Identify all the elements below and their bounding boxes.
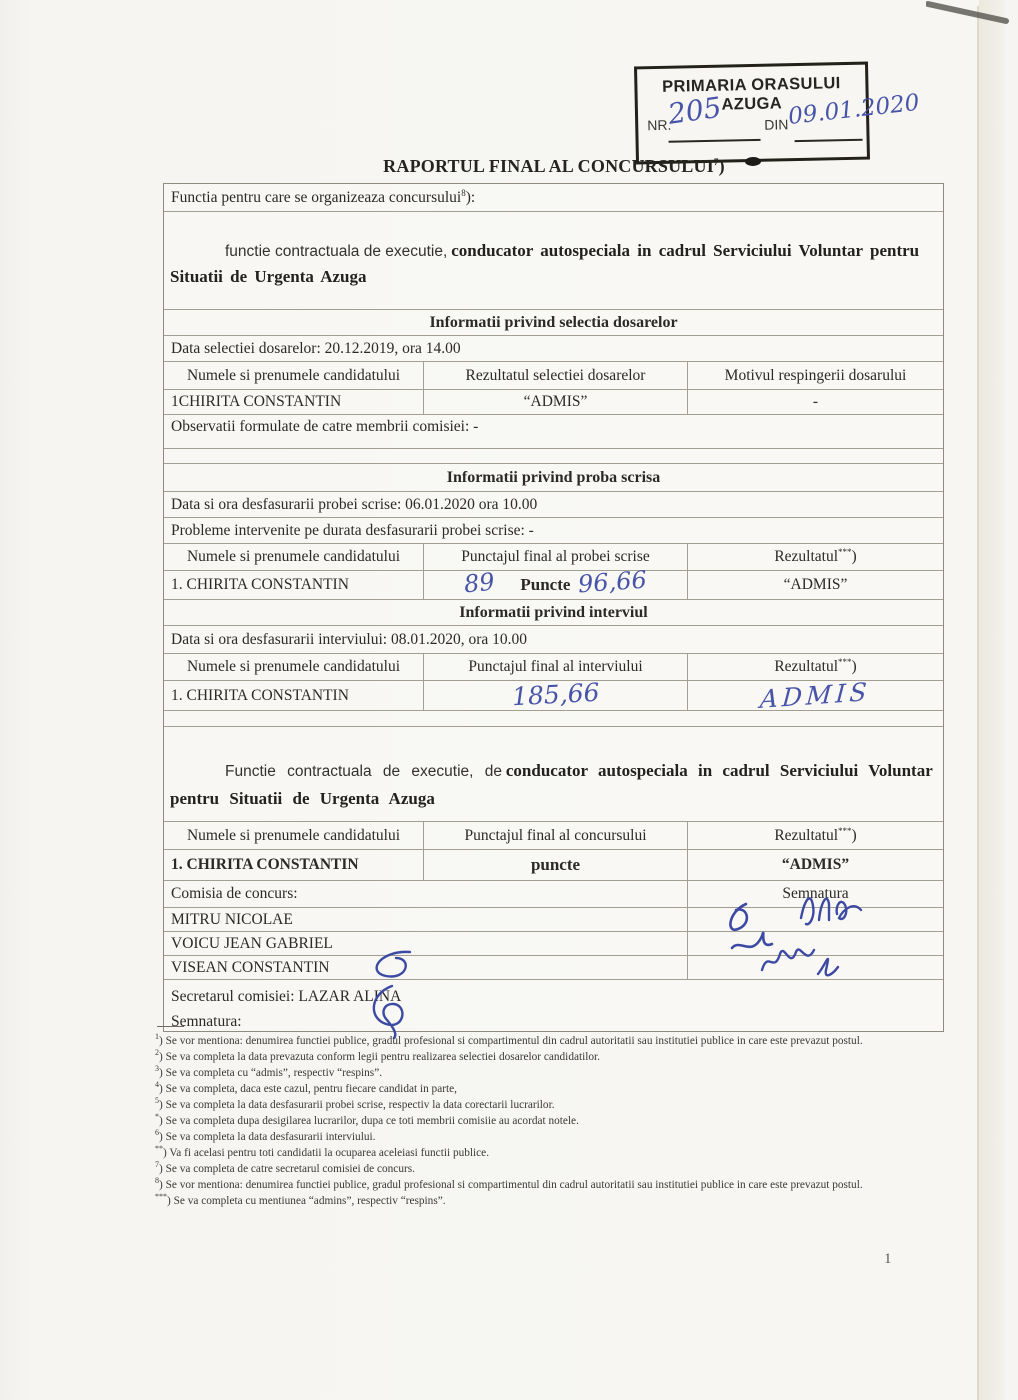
footnote [155, 1113, 973, 1129]
footnote-paren: ) [159, 1115, 163, 1128]
title-paren: ) [718, 156, 725, 176]
final-paragraph-cell [164, 735, 943, 813]
footnote-text: Se va completa, daca este cazul, pentru fiecare candidat in parte, [165, 1083, 457, 1096]
footnote-paren: ) [159, 1035, 163, 1047]
footnote-text: Se va completa la data desfasurarii probei scrise, respectiv la data corectarii lucrarilor. [165, 1099, 555, 1112]
document-title-text: RAPORTUL FINAL AL CONCURSULUI [383, 156, 714, 176]
footnote [155, 1081, 973, 1097]
footnote-separator [157, 1026, 184, 1027]
interviu-col3-sup: *** [838, 656, 852, 667]
scris-col2-header: Punctajul final al probei scrise [423, 544, 687, 570]
signature-visean [756, 940, 842, 984]
footnote [155, 1177, 973, 1193]
footnote-text: Se vor mentiona: denumirea functiei publice, gradul profesional si compartimentul din cadrul autoritatii sau institutiei publice in care este prevazut postul. [165, 1179, 863, 1192]
commission-label: Comisia de concurs: [171, 885, 298, 902]
interviu-date-line: Data si ora desfasurarii interviului: 08.01.2020, ora 10.00 [171, 630, 527, 648]
footnote [155, 1065, 973, 1081]
scris-col3-text: Rezultatul [774, 548, 839, 565]
paper-crease-line [977, 6, 979, 1400]
final-col3-header [687, 822, 943, 849]
footnote-text: Se vor mentiona: denumirea functiei publice, gradul profesional si compartimentul din cadrul autoritatii sau institutiei publice in care este prevazut postul. [165, 1035, 863, 1047]
function-label: Functia pentru care se organizeaza concursului [171, 188, 462, 206]
stamp-org-name: PRIMARIA ORASULUI AZUGA [661, 74, 841, 114]
footnote [155, 1033, 973, 1049]
dosare-motive: - [687, 390, 943, 414]
secretary-row [164, 979, 943, 1031]
function-footnote-ref: 8 [461, 187, 466, 198]
footnote-marker: 2 [155, 1048, 159, 1058]
footnote [155, 1097, 973, 1113]
footnote-paren: ) [167, 1195, 171, 1208]
scris-col3-paren: ) [851, 548, 857, 565]
interviu-candidate-name: 1. CHIRITA CONSTANTIN [171, 686, 349, 704]
interviu-data-row [164, 677, 943, 714]
final-col3-sup: *** [838, 825, 852, 836]
dosare-date-row [164, 335, 943, 361]
interviu-col3-paren: ) [851, 658, 857, 675]
scris-data-row [164, 565, 943, 599]
dosare-data-row [164, 389, 943, 414]
dosare-col1-header: Numele si prenumele candidatului [186, 366, 401, 384]
scris-score-handwritten-a: 89 [462, 567, 496, 599]
interviu-score-handwritten: 185,66 [511, 677, 600, 712]
scris-heading: Informatii privind proba scrisa [446, 468, 661, 486]
stamp-date-value-handwritten: 09.01.2020 [786, 89, 921, 130]
interviu-col1-header: Numele si prenumele candidatului [186, 658, 401, 675]
stamp-din-label: DIN [764, 116, 789, 133]
signature-mitru [797, 884, 869, 932]
dosare-col2-header: Rezultatul selectiei dosarelor [423, 362, 687, 389]
stamp-nr-label: NR. [647, 116, 672, 134]
footnote [155, 1129, 973, 1145]
signature-column-header: Semnatura [687, 881, 943, 907]
footnote-marker: 8 [155, 1176, 159, 1186]
footnote-text: Se va completa la data desfasurarii interviului. [165, 1131, 376, 1144]
footnote-paren: ) [159, 1067, 163, 1080]
footnote-marker: 3 [155, 1064, 159, 1074]
footnote-marker: 1 [155, 1032, 159, 1042]
scris-header-row [164, 543, 943, 570]
dosare-heading-row [164, 309, 943, 335]
function-label-cell [164, 184, 943, 211]
final-col2-header: Punctajul final al concursului [423, 822, 687, 849]
scris-puncte-label: Puncte [520, 575, 571, 594]
dosare-header-row [164, 361, 943, 389]
function-label-paren: ): [465, 188, 476, 206]
scris-result: “ADMIS” [687, 571, 943, 599]
spacer-row-2 [164, 710, 943, 726]
footnote-marker: 6 [155, 1128, 159, 1138]
footnote-text: Se va completa cu “admis”, respectiv “respins”. [165, 1067, 383, 1080]
dosare-observations-row [164, 414, 943, 448]
footnote-marker: * [155, 1112, 159, 1122]
final-paragraph-row [164, 726, 943, 821]
scris-score-handwritten-b: 96,66 [577, 565, 649, 599]
footnote-paren: ) [159, 1163, 163, 1176]
footnote [155, 1049, 973, 1065]
scris-candidate-name: 1. CHIRITA CONSTANTIN [171, 576, 349, 593]
interviu-result-cell [687, 677, 943, 714]
footnote-paren: ) [159, 1131, 163, 1144]
footnote-paren: ) [159, 1179, 163, 1192]
scris-col3-sup: *** [838, 546, 852, 557]
final-data-row [164, 849, 943, 880]
interviu-date-row [164, 625, 943, 653]
function-value-cell [164, 231, 943, 291]
footnote [155, 1193, 973, 1209]
scris-problems-line: Probleme intervenite pe durata desfasurarii probei scrise: - [171, 521, 534, 539]
function-value-normal: functie contractuala de executie, [225, 242, 448, 260]
final-points: puncte [423, 850, 687, 880]
function-value-bold: conducator autospeciala in cadrul Serviciului Voluntar pentru Situatii de Urgenta Azuga [170, 240, 920, 286]
final-paragraph-normal: Functie contractuala de executie, de [225, 763, 503, 781]
secretary-line: Secretarul comisiei: LAZAR ALINA [171, 988, 402, 1005]
scris-date-row [164, 491, 943, 517]
footnote-marker: *** [155, 1192, 167, 1202]
final-col3-text: Rezultatul [774, 826, 839, 844]
spacer-row-1 [164, 448, 943, 463]
scris-date-line: Data si ora desfasurarii probei scrise: 06.01.2020 ora 10.00 [171, 495, 538, 513]
footnote-marker: 4 [155, 1080, 159, 1090]
function-value-row [164, 211, 943, 309]
scris-col1-header: Numele si prenumele candidatului [186, 548, 401, 565]
final-header-row [164, 821, 943, 849]
footnote-paren: ) [163, 1147, 167, 1160]
scris-problems-row [164, 517, 943, 543]
footnote-text: Se va completa de catre secretarul comisiei de concurs. [165, 1163, 415, 1176]
footnote-text: Se va completa cu mentiunea “admins”, respectiv “respins”. [173, 1195, 446, 1208]
scris-col3-header [687, 544, 943, 570]
footnote-marker: ** [155, 1144, 163, 1154]
footnote [155, 1161, 973, 1177]
dosare-observations: Observatii formulate de catre membrii comisiei: - [171, 418, 479, 435]
footnote-paren: ) [159, 1083, 163, 1096]
footnote-marker: 5 [155, 1096, 159, 1106]
interviu-col2-header: Punctajul final al interviului [423, 654, 687, 680]
dosare-candidate-name: 1CHIRITA CONSTANTIN [171, 393, 342, 410]
dosare-result: “ADMIS” [423, 390, 687, 414]
footnote [155, 1145, 973, 1161]
paper-edge-shadow [979, 0, 1005, 1400]
scris-heading-row [164, 463, 943, 491]
page-number: 1 [884, 1251, 892, 1267]
dosare-heading: Informatii privind selectia dosarelor [429, 313, 678, 331]
dosare-col3-header: Motivul respingerii dosarului [687, 362, 943, 389]
stamp-nr-value-handwritten: 205 [665, 90, 724, 131]
footnote-text: Se va completa la data prevazuta conform legii pentru realizarea selectiei dosarelor candidatilor. [165, 1051, 601, 1064]
dosare-date-line: Data selectiei dosarelor: 20.12.2019, ora 14.00 [171, 339, 461, 357]
interviu-header-row [164, 653, 943, 680]
footnote-paren: ) [159, 1099, 163, 1112]
secretary-signature-label: Semnatura: [171, 1013, 242, 1031]
footnote-text: Se va completa dupa desigilarea lucrarilor, dupa ce toti membrii comisiie au acordat notele. [165, 1115, 579, 1128]
scris-score-cell [423, 565, 687, 599]
footnote-paren: ) [159, 1051, 163, 1064]
final-col3-paren: ) [851, 826, 857, 844]
interviu-col3-header [687, 654, 943, 680]
member-name-mitru: MITRU NICOLAE [171, 910, 293, 928]
function-label-row [164, 184, 943, 211]
footnote-marker: 7 [155, 1160, 159, 1170]
final-col1-header: Numele si prenumele candidatului [186, 826, 401, 844]
final-paragraph-bold: conducator autospeciala in cadrul Serviciului Voluntar pentru Situatii de Urgenta Azuga [170, 761, 933, 808]
interviu-heading: Informatii privind interviul [459, 603, 648, 621]
interviu-score-cell [423, 677, 687, 712]
final-candidate-name: 1. CHIRITA CONSTANTIN [171, 856, 359, 873]
member-name-voicu: VOICU JEAN GABRIEL [171, 934, 333, 952]
registration-stamp [634, 62, 921, 165]
signature-lazar [346, 946, 452, 1042]
member-name-visean: VISEAN CONSTANTIN [171, 958, 330, 976]
document-title [163, 156, 945, 177]
footnote-text: Va fi acelasi pentru toti candidatii la ocuparea aceleiasi functii publice. [169, 1147, 490, 1160]
final-result: “ADMIS” [687, 850, 943, 880]
stamp-nr-underline [669, 139, 761, 143]
scan-corner-artifact [926, 0, 1012, 28]
interviu-col3-text: Rezultatul [774, 658, 839, 675]
stamp-date-underline [795, 139, 863, 142]
title-footnote-ref: 7 [713, 157, 719, 167]
secretary-cell [164, 980, 943, 1031]
interviu-result-handwritten: ADMIS [759, 677, 872, 714]
footnotes [155, 1033, 973, 1209]
interviu-heading-row [164, 599, 943, 625]
